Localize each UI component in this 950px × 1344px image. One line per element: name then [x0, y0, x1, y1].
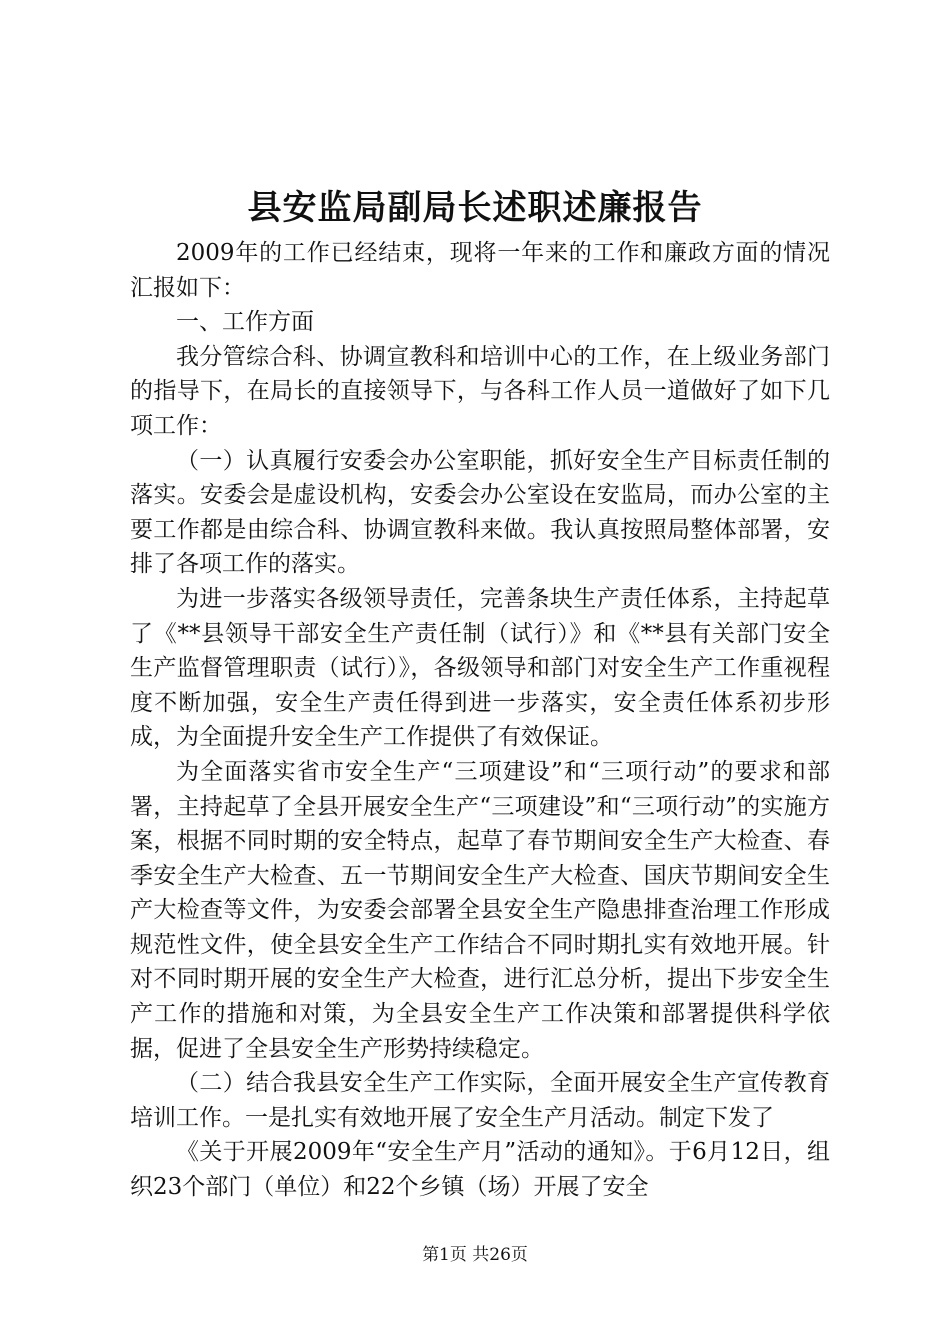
- paragraph: 为进一步落实各级领导责任，完善条块生产责任体系，主持起草了《**县领导干部安全生产责任制（试行）》和《**县有关部门安全生产监督管理职责（试行）》，各级领导和部门对安全生产工作重视程度不断加强，安全生产责任得到进一步落实，安全责任体系初步形成，为全面提升安全生产工作提供了有效保证。: [130, 585, 830, 751]
- paragraph: （一）认真履行安委会办公室职能，抓好安全生产目标责任制的落实。安委会是虚设机构，安委会办公室设在安监局，而办公室的主要工作都是由综合科、协调宣教科来做。我认真按照局整体部署，安排了各项工作的落实。: [130, 447, 830, 578]
- paragraph: 为全面落实省市安全生产“三项建设”和“三项行动”的要求和部署，主持起草了全县开展安全生产“三项建设”和“三项行动”的实施方案，根据不同时期的安全特点，起草了春节期间安全生产大检查、春季安全生产大检查、五一节期间安全生产大检查、国庆节期间安全生产大检查等文件，为安委会部署全县安全生产隐患排查治理工作形成规范性文件，使全县安全生产工作结合不同时期扎实有效地开展。针对不同时期开展的安全生产大检查，进行汇总分析，提出下步安全生产工作的措施和对策，为全县安全生产工作决策和部署提供科学依据，促进了全县安全生产形势持续稳定。: [130, 758, 830, 1062]
- section-heading: 一、工作方面: [176, 309, 314, 336]
- paragraph: 2009年的工作已经结束，现将一年来的工作和廉政方面的情况汇报如下：: [130, 240, 830, 301]
- page-footer: [0, 1243, 950, 1267]
- page-number: 第1页: [422, 1245, 467, 1265]
- paragraph: （二）结合我县安全生产工作实际，全面开展安全生产宣传教育培训工作。一是扎实有效地开展了安全生产月活动。制定下发了: [130, 1070, 830, 1131]
- page-total: 共26页: [472, 1245, 528, 1265]
- paragraph: 我分管综合科、协调宣教科和培训中心的工作，在上级业务部门的指导下，在局长的直接领导下，与各科工作人员一道做好了如下几项工作：: [130, 343, 830, 439]
- paragraph: 《关于开展2009年“安全生产月”活动的通知》。于6月12日，组织23个部门（单位）和22个乡镇（场）开展了安全: [130, 1139, 830, 1201]
- document-body: [130, 236, 830, 1205]
- document-title: 县安监局副局长述职述廉报告: [247, 188, 703, 228]
